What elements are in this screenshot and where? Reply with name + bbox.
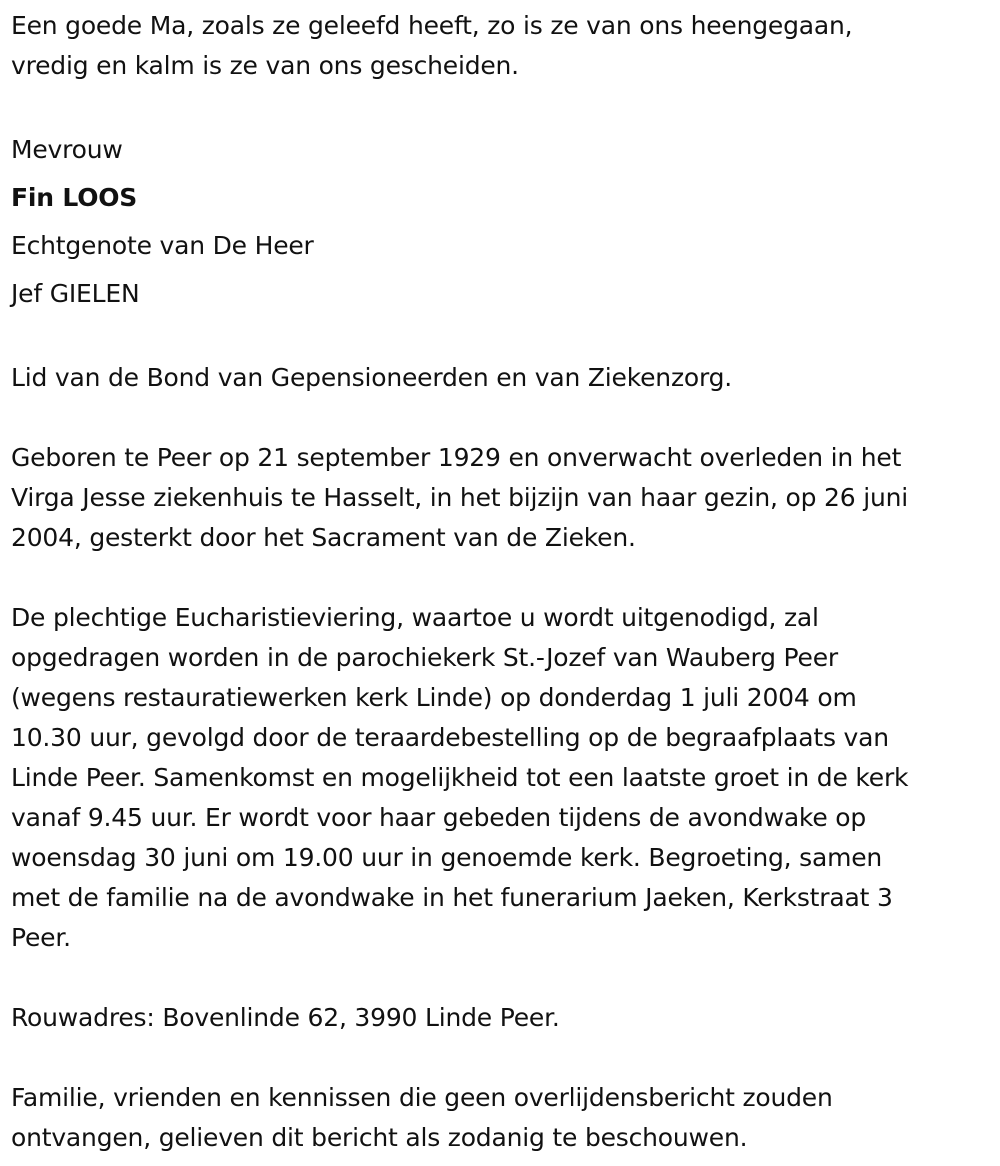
birth-death-line: Virga Jesse ziekenhuis te Hasselt, in het bijzijn van haar gezin, op 26 juni: [11, 483, 908, 512]
honorific-title: Mevrouw: [11, 135, 123, 164]
ceremony-line: (wegens restauratiewerken kerk Linde) op donderdag 1 juli 2004 om: [11, 683, 857, 712]
birth-death-line: Geboren te Peer op 21 september 1929 en onverwacht overleden in het: [11, 443, 902, 472]
closing-paragraph: [11, 1078, 990, 1158]
opening-verse: [11, 6, 990, 86]
birth-death-line: 2004, gesterkt door het Sacrament van de Zieken.: [11, 523, 636, 552]
spouse-relation: Echtgenote van De Heer: [11, 231, 314, 260]
opening-verse-line-1: Een goede Ma, zoals ze geleefd heeft, zo is ze van ons heengegaan,: [11, 11, 853, 40]
closing-line: ontvangen, gelieven dit bericht als zodanig te beschouwen.: [11, 1123, 748, 1152]
spouse-name: Jef GIELEN: [11, 279, 140, 308]
ceremony-line: opgedragen worden in de parochiekerk St.-Jozef van Wauberg Peer: [11, 643, 838, 672]
ceremony-line: met de familie na de avondwake in het funerarium Jaeken, Kerkstraat 3: [11, 883, 893, 912]
birth-death-paragraph: [11, 438, 990, 558]
opening-verse-line-2: vredig en kalm is ze van ons gescheiden.: [11, 51, 519, 80]
spacer: [11, 1038, 990, 1078]
closing-line: Familie, vrienden en kennissen die geen overlijdensbericht zouden: [11, 1083, 833, 1112]
membership-text: Lid van de Bond van Gepensioneerden en van Ziekenzorg.: [11, 363, 733, 392]
deceased-name: Fin LOOS: [11, 183, 138, 212]
spacer: [11, 398, 990, 438]
ceremony-paragraph: [11, 598, 990, 958]
ceremony-line: Linde Peer. Samenkomst en mogelijkheid tot een laatste groet in de kerk: [11, 763, 909, 792]
ceremony-line: Peer.: [11, 923, 71, 952]
ceremony-line: woensdag 30 juni om 19.00 uur in genoemde kerk. Begroeting, samen: [11, 843, 883, 872]
ceremony-line: vanaf 9.45 uur. Er wordt voor haar gebeden tijdens de avondwake op: [11, 803, 867, 832]
spacer: [11, 558, 990, 598]
ceremony-line: De plechtige Eucharistieviering, waartoe u wordt uitgenodigd, zal: [11, 603, 819, 632]
spacer: [11, 86, 990, 126]
spacer: [11, 958, 990, 998]
mourning-address: Rouwadres: Bovenlinde 62, 3990 Linde Peer.: [11, 1003, 560, 1032]
ceremony-line: 10.30 uur, gevolgd door de teraardebestelling op de begraafplaats van: [11, 723, 889, 752]
spacer: [11, 318, 990, 358]
